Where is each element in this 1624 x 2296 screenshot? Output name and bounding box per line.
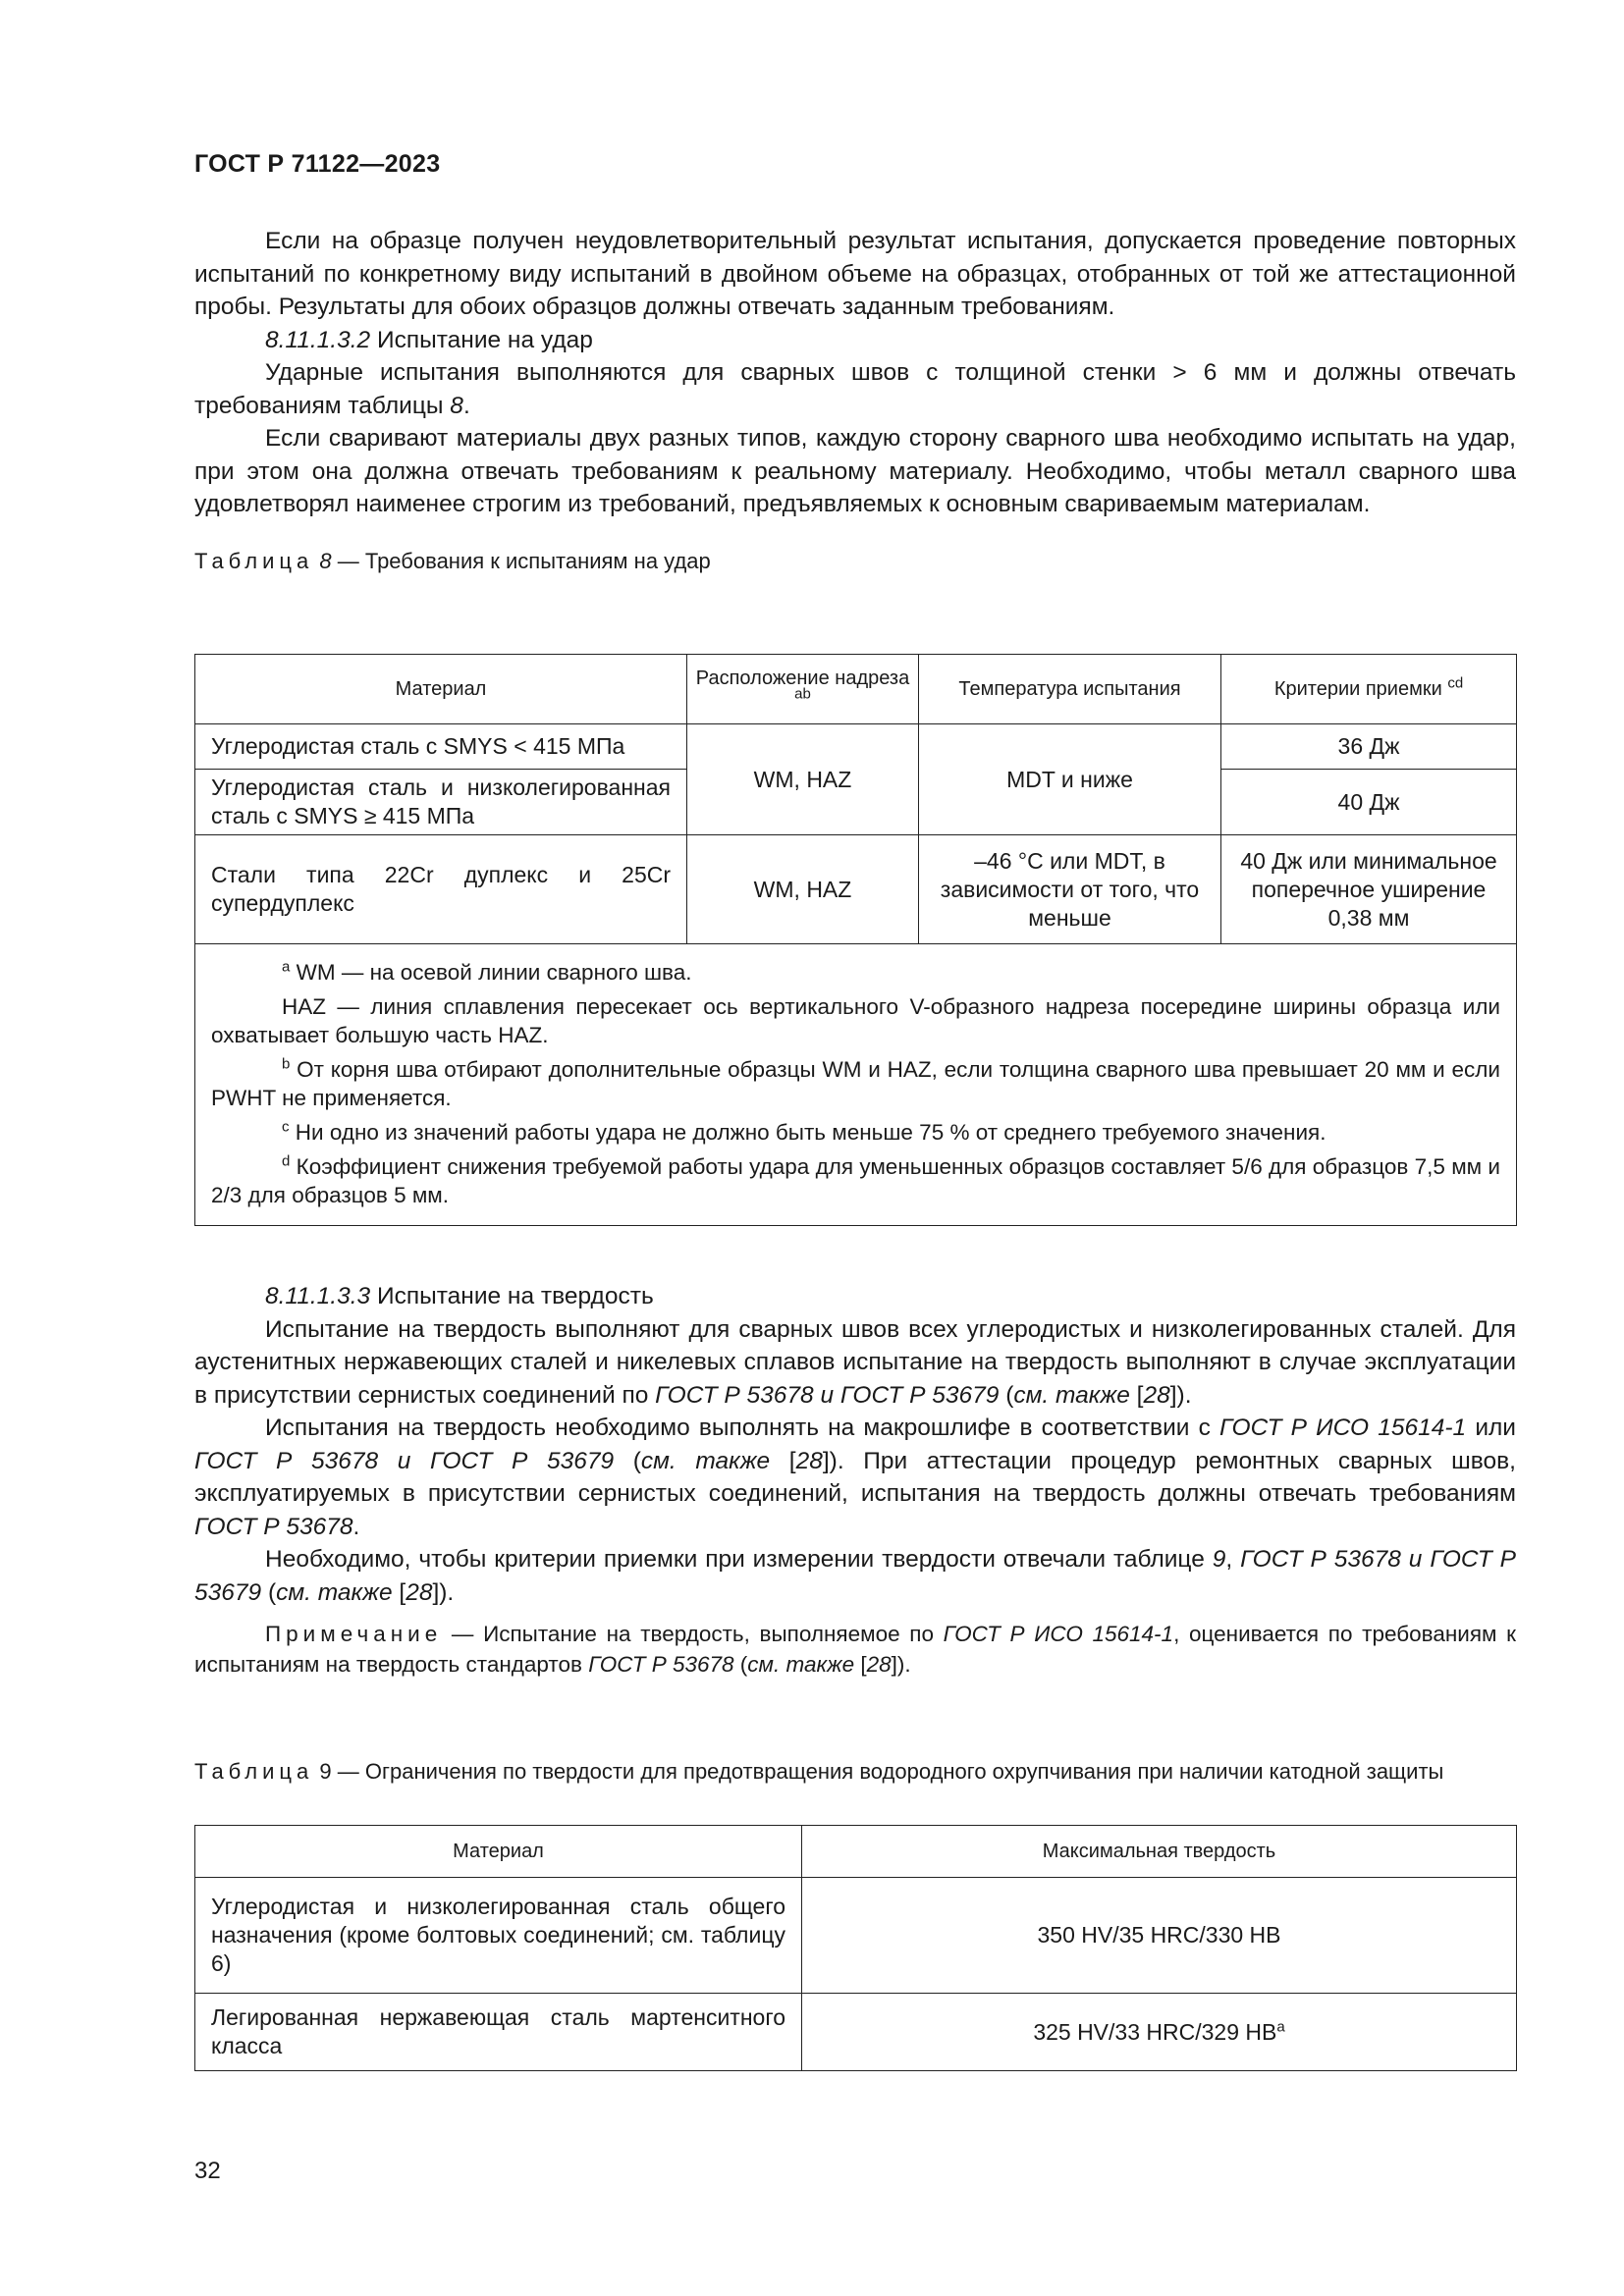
footnote-text: От корня шва отбирают дополнительные образцы WM и HAZ, если толщина сварного шва превышает 20 мм и если PWHT не применяется. xyxy=(211,1057,1500,1110)
citation-ref: 28 xyxy=(795,1447,823,1474)
table-impact-requirements xyxy=(194,654,1517,1226)
text-span: ]). xyxy=(1169,1381,1192,1409)
footnote-mark: ab xyxy=(794,685,811,703)
footnote-text: HAZ — линия сплавления пересекает ось вертикального V-образного надреза посередине ширины образца или охватывает большую часть HAZ. xyxy=(211,994,1500,1047)
text-span: . xyxy=(462,392,470,419)
standard-ref: ГОСТ Р ИСО 15614-1 xyxy=(1219,1415,1467,1441)
standard-ref: ГОСТ Р 53678 xyxy=(194,1513,353,1540)
citation-ref: 28 xyxy=(866,1652,892,1677)
cell-criteria: 36 Дж xyxy=(1221,724,1517,770)
standard-ref: ГОСТ Р 53678 и ГОСТ Р 53679 xyxy=(194,1546,1516,1606)
table-row xyxy=(195,835,1517,944)
paragraph-dissimilar: Если сваривают материалы двух разных типов, каждую сторону сварного шва необходимо испытать на удар, при этом она должна отвечать требованиям к реальному материалу. Необходимо, чтобы металл сварного шва удовлетворял наименее строгим из требований, предъявляемых к основным свариваемым материалам. xyxy=(194,425,1516,517)
footnote-haz xyxy=(211,992,1500,1049)
paragraph-retest: Если на образце получен неудовлетворительный результат испытания, допускается проведение повторных испытаний по конкретному виду испытаний в двойном объеме на образцах, отобранных от той же аттестационной пробы. Результаты для обоих образцов должны отвечать заданным требованиям. xyxy=(194,228,1516,320)
header-text: Расположение надреза xyxy=(695,667,910,689)
text-span: Испытания на твердость необходимо выполнять на макрошлифе в соответствии с xyxy=(265,1415,1220,1441)
text-span: ]). При аттестации процедур ремонтных сварных швов, эксплуатируемых в присутствии сернистых соединений, испытания на твердость должны отвечать требованиям xyxy=(194,1447,1516,1507)
text-span: ( xyxy=(999,1381,1014,1409)
footnote-mark: a xyxy=(1276,2017,1285,2035)
cell-material: Стали типа 22Cr дуплекс и 25Cr супердуплекс xyxy=(195,835,687,944)
paragraph-hardness-1 xyxy=(194,1313,1516,1413)
table-header-row xyxy=(195,655,1517,724)
footnote-a xyxy=(211,958,1500,987)
section-heading-impact xyxy=(194,324,1516,357)
footnote-c xyxy=(211,1118,1500,1147)
table-ref: 8 xyxy=(450,392,463,419)
section-title: Испытание на твердость xyxy=(370,1283,654,1309)
see-also: см. также xyxy=(276,1578,393,1606)
text-span: [ xyxy=(854,1652,867,1677)
hardness-value: 325 HV/33 HRC/329 HB xyxy=(1033,2018,1277,2045)
footnote-b xyxy=(211,1055,1500,1112)
cell-criteria: 40 Дж или минимальное поперечное уширение 0,38 мм xyxy=(1221,835,1517,944)
cell-notch: WM, HAZ xyxy=(687,835,919,944)
text-span: или xyxy=(1466,1415,1516,1441)
text-span: ( xyxy=(261,1578,277,1606)
footnote-mark: c xyxy=(282,1118,290,1136)
standard-ref: ГОСТ Р 53678 и ГОСТ Р 53679 xyxy=(194,1447,615,1474)
paragraph-hardness-2 xyxy=(194,1412,1516,1543)
header-material: Материал xyxy=(195,655,687,724)
cell-material: Углеродистая и низколегированная сталь общего назначения (кроме болтовых соединений; см. таблицу 6) xyxy=(195,1878,802,1994)
header-criteria xyxy=(1221,655,1517,724)
footnote-mark: b xyxy=(282,1055,291,1073)
caption-word: Таблица xyxy=(194,548,314,573)
cell-hardness xyxy=(802,1878,1517,1994)
standard-ref: ГОСТ Р 53678 xyxy=(588,1652,734,1677)
text-span: , xyxy=(1225,1546,1241,1573)
paragraph-impact-req xyxy=(194,356,1516,422)
footnote-mark: d xyxy=(282,1152,291,1170)
see-also: см. также xyxy=(640,1447,771,1474)
text-span: [ xyxy=(1129,1381,1144,1409)
note-word: Примечание xyxy=(265,1622,443,1646)
text-span: . xyxy=(352,1513,360,1540)
hardness-value: 350 HV/35 HRC/330 HB xyxy=(1037,1922,1281,1948)
header-temperature: Температура испытания xyxy=(919,655,1221,724)
table-row xyxy=(195,1878,1517,1994)
section-number: 8.11.1.3.3 xyxy=(265,1283,371,1309)
cell-notch: WM, HAZ xyxy=(687,724,919,835)
cell-material: Углеродистая сталь с SMYS < 415 МПа xyxy=(195,724,687,770)
section-title: Испытание на удар xyxy=(370,326,593,353)
caption-word: Таблица xyxy=(194,1759,314,1784)
see-also: см. также xyxy=(1013,1381,1130,1409)
table-header-row xyxy=(195,1826,1517,1878)
intro-block xyxy=(194,225,1516,576)
citation-ref: 28 xyxy=(1143,1381,1170,1409)
cell-temperature: –46 °C или MDT, в зависимости от того, что меньше xyxy=(919,835,1221,944)
footnote-mark: cd xyxy=(1447,674,1464,692)
table9-caption xyxy=(194,1757,1516,1787)
text-span: ( xyxy=(614,1447,641,1474)
table-ref: 9 xyxy=(1212,1546,1226,1573)
paragraph-hardness-3 xyxy=(194,1543,1516,1609)
page-number: 32 xyxy=(194,2158,221,2184)
footnote-mark: a xyxy=(282,958,291,976)
table-hardness-limits xyxy=(194,1825,1517,2071)
header-material: Материал xyxy=(195,1826,802,1878)
table-notes-row xyxy=(195,944,1517,1226)
standard-header: ГОСТ Р 71122—2023 xyxy=(194,150,441,178)
text-span: , оценивается по требованиям к испытаниям на твердость стандартов xyxy=(194,1622,1516,1677)
section-number: 8.11.1.3.2 xyxy=(265,326,371,353)
header-notch xyxy=(687,655,919,724)
caption-text: — Требования к испытаниям на удар xyxy=(331,548,711,573)
citation-ref: 28 xyxy=(406,1578,433,1606)
cell-temperature: MDT и ниже xyxy=(919,724,1221,835)
footnote-text: WM — на осевой линии сварного шва. xyxy=(290,960,692,985)
text-span: ]). xyxy=(432,1578,455,1606)
section-heading-hardness xyxy=(194,1280,1516,1313)
text-span: ]). xyxy=(891,1652,911,1677)
text-span: [ xyxy=(392,1578,406,1606)
see-also: см. также xyxy=(747,1652,855,1677)
footnote-text: Коэффициент снижения требуемой работы удара для уменьшенных образцов составляет 5/6 для образцов 7,5 мм и 2/3 для образцов 5 мм. xyxy=(211,1154,1500,1207)
hardness-section xyxy=(194,1280,1516,1680)
cell-hardness xyxy=(802,1994,1517,2071)
standard-ref: ГОСТ Р 53678 и ГОСТ Р 53679 xyxy=(655,1381,1000,1409)
caption-number: 8 xyxy=(319,548,332,573)
text-span: Необходимо, чтобы критерии приемки при измерении твердости отвечали таблице xyxy=(265,1546,1213,1573)
text-span: ( xyxy=(733,1652,748,1677)
table-footnotes xyxy=(195,944,1517,1226)
header-hardness: Максимальная твердость xyxy=(802,1826,1517,1878)
header-text: Критерии приемки xyxy=(1273,678,1442,700)
text-span: — Испытание на твердость, выполняемое по xyxy=(442,1622,944,1646)
standard-ref: ГОСТ Р ИСО 15614-1 xyxy=(943,1622,1174,1646)
note-hardness xyxy=(194,1619,1516,1680)
caption-text: 9 — Ограничения по твердости для предотвращения водородного охрупчивания при наличии катодной защиты xyxy=(313,1759,1444,1784)
cell-material: Углеродистая сталь и низколегированная сталь с SMYS ≥ 415 МПа xyxy=(195,770,687,835)
footnote-text: Ни одно из значений работы удара не должно быть меньше 75 % от среднего требуемого значения. xyxy=(289,1120,1326,1145)
footnote-d xyxy=(211,1152,1500,1209)
table-row xyxy=(195,724,1517,770)
text-span: [ xyxy=(770,1447,796,1474)
text-span: Испытание на твердость выполняют для сварных швов всех углеродистых и низколегированных сталей. Для аустенитных нержавеющих сталей и никелевых сплавов испытание на твердость выполняют в случае эксплуатации в присутствии сернистых соединений по xyxy=(194,1315,1516,1409)
text-span: Ударные испытания выполняются для сварных швов с толщиной стенки > 6 мм и должны отвечать требованиям таблицы xyxy=(194,359,1516,419)
table8-caption xyxy=(194,547,1516,576)
table-row xyxy=(195,1994,1517,2071)
cell-material: Легированная нержавеющая сталь мартенситного класса xyxy=(195,1994,802,2071)
cell-criteria: 40 Дж xyxy=(1221,770,1517,835)
